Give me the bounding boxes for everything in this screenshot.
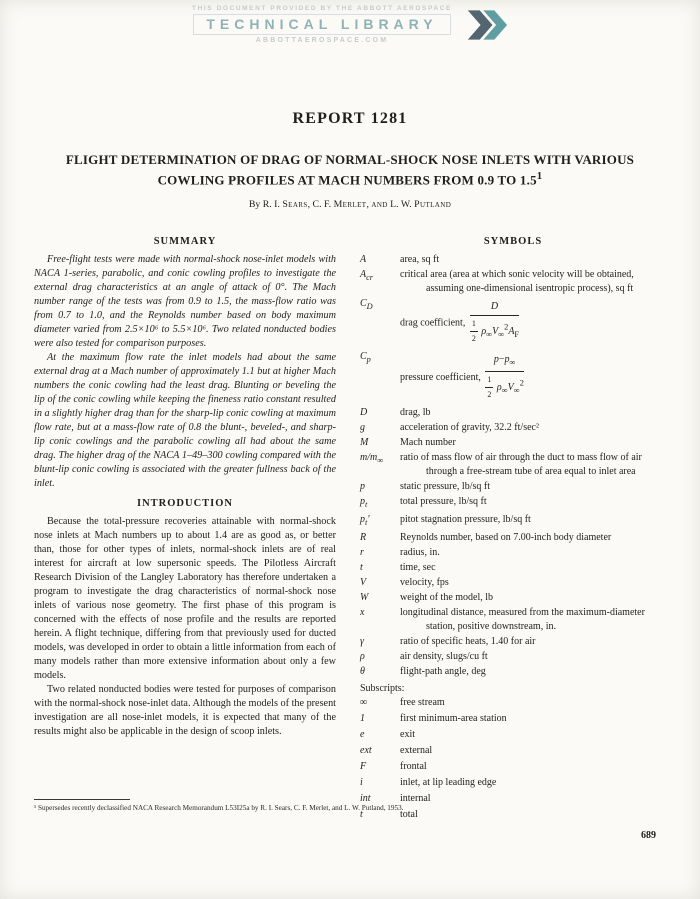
symbol-row: [360, 436, 666, 450]
symbol-glyph: $p_t$: [360, 496, 368, 509]
symbol-row: [360, 350, 666, 405]
watermark-library-title: TECHNICAL LIBRARY: [193, 14, 450, 35]
symbol-row: [360, 591, 666, 605]
symbol-glyph: r: [360, 547, 364, 558]
subscript-glyph: int: [360, 793, 371, 804]
subscript-glyph: i: [360, 777, 363, 788]
symbol-definition: drag coefficient, D $\frac{1}{2}$ $\rho_\infty V_\infty^2A_F$: [400, 301, 520, 343]
symbol-definition: total pressure, lb/sq ft: [400, 496, 487, 507]
symbol-row: [360, 513, 666, 530]
subscript-glyph: t: [360, 809, 363, 820]
symbol-row: [360, 650, 666, 664]
symbol-row: [360, 531, 666, 545]
symbol-definition: pressure coefficient, $p-p_\infty$ $\frac{1}{2}$ $\rho_\infty V_\infty^2$: [400, 354, 524, 399]
watermark-text-block: [192, 5, 452, 44]
authors-byline: By R. I. Sears, C. F. Merlet, and L. W. Putland: [248, 199, 452, 210]
symbol-row: [360, 495, 666, 512]
symbols-heading: SYMBOLS: [483, 236, 543, 247]
subscript-definition: exit: [400, 729, 415, 740]
symbol-row: [360, 561, 666, 575]
symbol-row: [360, 635, 666, 649]
symbol-glyph: $m/m_\infty$: [360, 452, 384, 465]
subscript-row: [360, 712, 666, 726]
footnote-text: ¹ Supersedes recently declassified NACA Research Memorandum L53I25a by R. I. Sears, C. F. Merlet, and L. W. Putland, 1953.: [34, 804, 404, 812]
subscript-glyph: ext: [360, 745, 372, 756]
symbol-definition: critical area (area at which sonic velocity will be obtained, assuming one-dimensional isentropic process), sq ft: [400, 269, 634, 294]
symbol-glyph: p: [360, 481, 365, 492]
symbol-glyph: $C_p$: [360, 351, 371, 364]
two-column-body: [34, 236, 666, 824]
subscript-definition: inlet, at lip leading edge: [400, 777, 497, 788]
symbol-glyph: M: [360, 437, 369, 448]
symbol-definition: pitot stagnation pressure, lb/sq ft: [400, 514, 531, 525]
symbol-row: [360, 665, 666, 679]
paper-title-line2: COWLING PROFILES AT MACH NUMBERS FROM 0.9 TO $1.5^1$: [157, 170, 543, 188]
watermark-header: [0, 5, 700, 49]
symbol-glyph: θ: [360, 666, 365, 677]
symbol-definition: time, sec: [400, 562, 436, 573]
subscript-row: [360, 760, 666, 774]
symbol-definition: Mach number: [400, 437, 456, 448]
symbol-definition: Reynolds number, based on 7.00-inch body diameter: [400, 532, 612, 543]
symbol-row: [360, 253, 666, 267]
introduction-heading: INTRODUCTION: [136, 498, 233, 509]
symbol-definition: drag, lb: [400, 407, 431, 418]
symbol-row: [360, 546, 666, 560]
symbol-glyph: A: [360, 254, 367, 265]
symbol-definition: area, sq ft: [400, 254, 440, 265]
symbol-row: [360, 268, 666, 296]
summary-paragraph: At the maximum flow rate the inlet models had about the same external drag at a Mach number of approximately 1.1 but at higher Mach numbers the conic cowling had the least drag. Blunting or beveling the lip of the conic cowling while keeping the fineness ratio constant resulted in a slightly higher drag than for the sharp-lip conic cowling at maximum flow rate, but at a mass-flow rate of 0.8 the blunt-, beveled-, and sharp-lip conic cowlings and the parabolic cowling all had about the same drag. The higher drag of the NACA 1–49–300 cowling compared with the blunt-lip conic cowling is associated with the greater fullness back of the inlet.: [34, 352, 336, 489]
subscript-glyph: e: [360, 729, 365, 740]
symbol-glyph: $A_{cr}$: [360, 269, 374, 282]
subscript-definition: first minimum-area station: [400, 713, 507, 724]
symbol-row: [360, 451, 666, 479]
symbol-definition: air density, slugs/cu ft: [400, 651, 488, 662]
symbol-glyph: D: [360, 407, 368, 418]
symbol-glyph: W: [360, 592, 369, 603]
symbol-definition: velocity, fps: [400, 577, 449, 588]
subscript-glyph: 1: [360, 713, 365, 724]
footnote-rule: [34, 799, 130, 800]
subscript-row: [360, 744, 666, 758]
symbols-list: [360, 253, 666, 679]
symbol-row: [360, 421, 666, 435]
abbott-aerospace-logo-icon: [466, 6, 508, 49]
subscript-definition: frontal: [400, 761, 427, 772]
paper-title: [40, 151, 660, 188]
symbol-definition: ratio of mass flow of air through the duct to mass flow of air through a free-stream tube of area equal to inlet area: [400, 452, 642, 477]
symbol-glyph: R: [360, 532, 367, 543]
page-number: 689: [641, 830, 656, 841]
symbol-definition: ratio of specific heats, 1.40 for air: [400, 636, 536, 647]
symbol-glyph: $C_D$: [360, 298, 373, 311]
introduction-paragraph: Two related nonducted bodies were tested for purposes of comparison with the normal-shock nose-inlet data. Although the models of the present investigation are all nose-inlet models, it is expected that many of the results might also be applicable in the design of scoop inlets.: [34, 684, 336, 737]
symbol-glyph: γ: [360, 636, 364, 647]
symbol-definition: acceleration of gravity, 32.2 ft/sec²: [400, 422, 539, 433]
paper-title-line1: FLIGHT DETERMINATION OF DRAG OF NORMAL-SHOCK NOSE INLETS WITH VARIOUS: [65, 152, 635, 167]
summary-paragraph: Free-flight tests were made with normal-shock nose-inlet models with NACA 1-series, parabolic, and conic cowling profiles to investigate the external drag characteristics at an angle of attack of 0°. The Mach number range of the tests was from 0.9 to 1.5, the mass-flow ratio was from 0.7 to 1.0, and the Reynolds number based on body maximum diameter varied from 2.5×10⁶ to 5.5×10⁶. Two related nonducted bodies were also tested for comparison purposes.: [34, 254, 336, 349]
symbol-row: [360, 297, 666, 349]
subscript-definition: total: [400, 809, 418, 820]
subscript-glyph: F: [360, 761, 367, 772]
subscript-row: [360, 696, 666, 710]
symbol-glyph: g: [360, 422, 365, 433]
symbol-glyph: t: [360, 562, 363, 573]
symbol-glyph: x: [360, 607, 365, 618]
subscript-definition: external: [400, 745, 433, 756]
left-column: [34, 236, 336, 824]
introduction-section: [34, 515, 336, 739]
symbol-definition: flight-path angle, deg: [400, 666, 486, 677]
watermark-provided-by: THIS DOCUMENT PROVIDED BY THE ABBOTT AEROSPACE: [192, 5, 452, 12]
symbol-glyph: $p_t'$: [360, 514, 370, 527]
symbol-row: [360, 406, 666, 420]
symbol-row: [360, 606, 666, 634]
symbol-glyph: ρ: [360, 651, 365, 662]
right-column: [360, 236, 666, 824]
symbol-definition: static pressure, lb/sq ft: [400, 481, 490, 492]
introduction-paragraph: Because the total-pressure recoveries attainable with normal-shock nose inlets at Mach numbers up to about 1.4 are as good as, or better than, those for other types of inlets, normal-shock inlets are of real interest for aircraft at low supersonic speeds. The Pilotless Aircraft Research Division of the Langley Laboratory has therefore undertaken a program to investigate the drag characteristics of normal-shock nose inlets of various nose geometry. The first phase of this program is concerned with the effects of nose profile and the results are reported herein. A flight technique, differing from that previously used for ducted models, was developed in order to obtain a little information from each of many models rather than more extensive information about only a few models.: [34, 516, 336, 681]
summary-heading: SUMMARY: [153, 236, 217, 247]
symbol-definition: longitudinal distance, measured from the maximum-diameter station, positive downstream, in.: [400, 607, 645, 632]
report-number: REPORT 1281: [292, 110, 408, 127]
subscript-definition: free stream: [400, 697, 445, 708]
symbol-definition: radius, in.: [400, 547, 440, 558]
symbol-row: [360, 480, 666, 494]
symbol-glyph: V: [360, 577, 367, 588]
summary-section: [34, 253, 336, 491]
subscript-row: [360, 728, 666, 742]
symbol-definition: weight of the model, lb: [400, 592, 494, 603]
watermark-site-url: ABBOTTAEROSPACE.COM: [255, 37, 389, 44]
subscript-row: [360, 776, 666, 790]
subscript-glyph: ∞: [360, 697, 368, 708]
symbol-row: [360, 576, 666, 590]
subscript-definition: internal: [400, 793, 431, 804]
subscripts-label: Subscripts:: [360, 683, 405, 694]
